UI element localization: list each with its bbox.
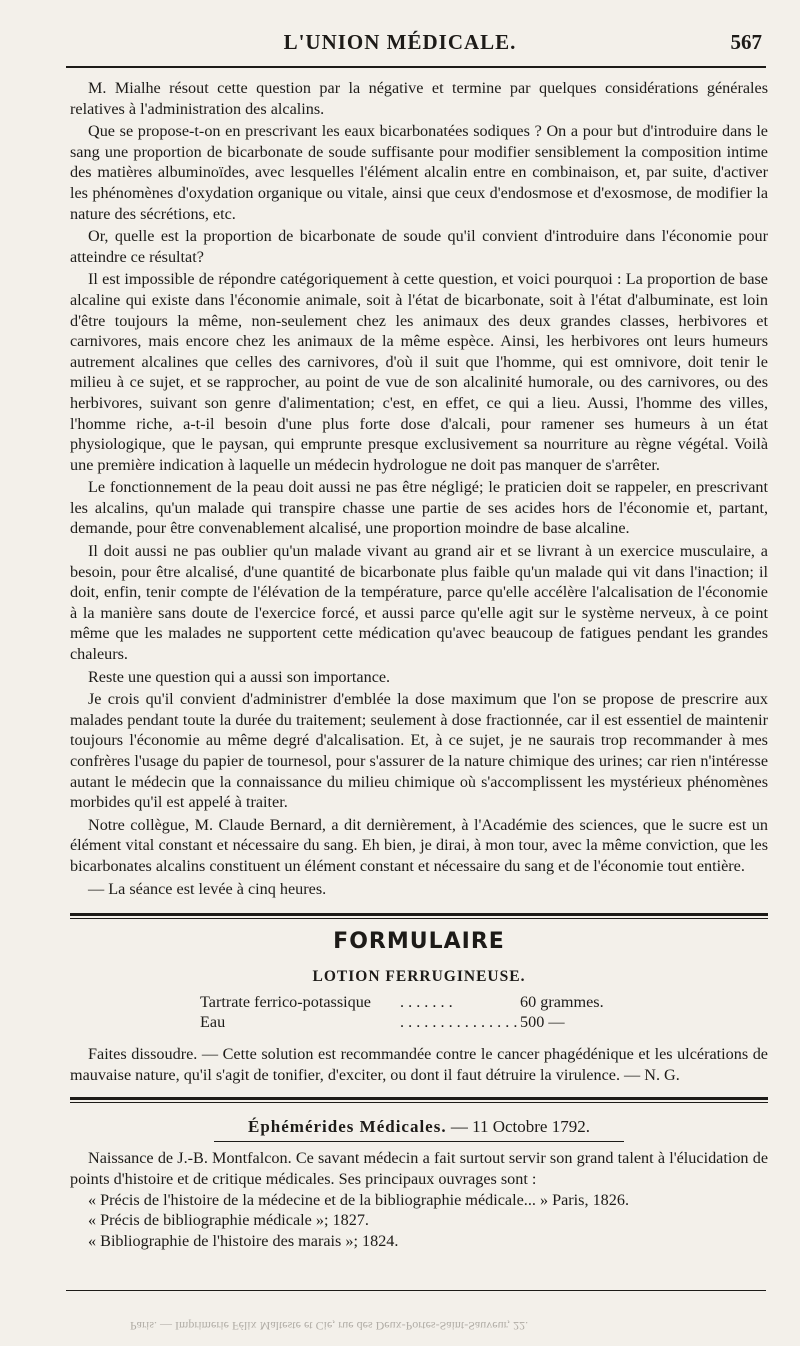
paragraph: M. Mialhe résout cette question par la négative et termine par quelques considérations générales relatives à l'administration des alcalins. (70, 79, 768, 118)
paragraph: Il est impossible de répondre catégoriquement à cette question, et voici pourquoi : La proportion de base alcaline qui existe dans l'économie animale, soit à l'état de bicarbonate, soit à l'état d'albuminate, est loin d'être toujours la même, non-seulement chez les animaux des deux grandes classes, herbivores et carnivores, mais encore chez les animaux de la même espèce. Ainsi, les herbivores ont leurs humeurs autrement alcalines que celles des carnivores, d'où il suit que l'homme, qui est omnivore, doit tenir le milieu à ce sujet, et se rapprocher, au point de vue de son alcalinité humorale, ou des carnivores, ou des herbivores, suivant son genre d'alimentation; c'est, en effet, ce qui a lieu. Aussi, l'homme des villes, l'homme riche, a-t-il besoin d'une plus forte dose d'alcali, pour ramener ses humeurs à un état physiologique, que le paysan, qui emprunte presque exclusivement sa nourriture au règne végétal. Voilà une première indication à laquelle un médecin hydrologue ne doit pas manquer de s'arrêter. (70, 270, 768, 474)
formulaire-title: FORMULAIRE (333, 929, 505, 955)
recipe-instructions: Faites dissoudre. — Cette solution est recommandée contre le cancer phagédénique et les ulcérations de mauvaise nature, qu'il s'agit de tonifier, d'exciter, ou dont il faut détruire la virulence. — N. G. (70, 1045, 768, 1084)
work-item: « Bibliographie de l'histoire des marais »; 1824. (88, 1231, 399, 1250)
paragraph: Le fonctionnement de la peau doit aussi ne pas être négligé; le praticien doit se rappeler, en prescrivant les alcalins, qu'un malade qui transpire chasse une partie de ses acides hors de l'économie et, partant, demande, pour être convenablement alcalisé, une proportion moindre de base alcaline. (70, 478, 768, 538)
header-rule (66, 66, 766, 68)
ingredient-name: Tartrate ferrico-potassique (200, 993, 371, 1012)
title-underline (214, 1141, 624, 1142)
paragraph: Notre collègue, M. Claude Bernard, a dit dernièrement, à l'Académie des sciences, que le sucre est un élément vital constant et nécessaire du sang. Eh bien, je dirai, à mon tour, avec la même conviction, que les bicarbonates alcalins constituent un élément constant et nécessaire du sang et de l'économie tout entière. (70, 815, 768, 875)
ephemerides-title (70, 1117, 768, 1137)
ingredient-name: Eau (200, 1013, 226, 1032)
recipe-row (70, 1012, 768, 1032)
paragraph: Je crois qu'il convient d'administrer d'emblée la dose maximum que l'on se propose de prescrire aux malades pendant toute la durée du traitement; seulement à dose fractionnée, car il est essentiel de maintenir toujours l'économie au même degré d'alcalisation. Et, à ce sujet, je ne saurais trop recommander à mes confrères l'usage du papier de tournesol, pour s'assurer de la nature chimique des urines; car rien n'intéresse autant le médecin que la connaissance du milieu chimique où s'accomplissent les mystérieux phénomènes morbides qu'il est appelé à traiter. (70, 690, 768, 812)
work-item: « Précis de l'histoire de la médecine et de la bibliographie médicale... » Paris, 1826. (88, 1190, 629, 1209)
paragraph: Que se propose-t-on en prescrivant les eaux bicarbonatées sodiques ? On a pour but d'introduire dans le sang une proportion de bicarbonate de soude suffisante pour modifier sensiblement la composition intime des matières albuminoïdes, avec lesquelles l'élément alcalin entre en combinaison, et, par suite, d'activer les phénomènes d'oxydation organique ou vitale, ainsi que ceux d'endosmose et d'exosmose, de modifier la nature des sécrétions, etc. (70, 122, 768, 223)
ingredient-qty: 60 grammes. (520, 993, 604, 1012)
page-number: 567 (730, 30, 762, 54)
running-title: L'UNION MÉDICALE. (283, 30, 517, 54)
section-divider (70, 913, 768, 919)
article-body (70, 78, 768, 1251)
footer-rule (66, 1290, 766, 1291)
recipe-title: LOTION FERRUGINEUSE. (312, 968, 526, 986)
ephemerides-heading: Éphémérides Médicales. (248, 1117, 447, 1137)
footer-imprint: Paris. — Imprimerie Félix Malteste et Cie, rue des Deux-Portes-Saint-Sauveur, 22. (130, 1319, 529, 1333)
paragraph: Il doit aussi ne pas oublier qu'un malade vivant au grand air et se livrant à un exercice musculaire, a besoin, pour être alcalisé, d'une quantité de bicarbonate plus faible qu'un malade qui vit dans l'inaction; il doit, enfin, tenir compte de l'élévation de la température, parce qu'elle accélère l'alcalisation de l'économie à la manière sans doute de l'exercice forcé, et aussi parce qu'elle agit sur le système nerveux, à ce point même que les malades ne supportent cette médication qu'avec beaucoup de fatigues pendant les grandes chaleurs. (70, 542, 768, 664)
ephemerides-section (70, 1117, 768, 1251)
leader-dots: . . . . . . . (400, 993, 453, 1012)
recipe-row (70, 992, 768, 1012)
recipe (70, 992, 768, 1032)
ingredient-qty: 500 — (520, 1013, 565, 1032)
paragraph: Or, quelle est la proportion de bicarbonate de soude qu'il convient d'introduire dans l'économie pour atteindre ce résultat? (70, 227, 768, 266)
section-divider (70, 1097, 768, 1103)
ephemerides-date: — 11 Octobre 1792. (450, 1117, 590, 1137)
session-close: — La séance est levée à cinq heures. (88, 879, 327, 898)
work-item: « Précis de bibliographie médicale »; 1827. (88, 1211, 369, 1230)
leader-dots: . . . . . . . . . . . . . . . (400, 1013, 518, 1032)
paragraph: Reste une question qui a aussi son importance. (88, 667, 391, 686)
formulaire-section (70, 929, 768, 1085)
page-header (0, 26, 800, 62)
ephemerides-text: Naissance de J.-B. Montfalcon. Ce savant médecin a fait surtout servir son grand talent à l'élucidation de points d'histoire et de critique médicales. Ses principaux ouvrages sont : (70, 1149, 768, 1188)
